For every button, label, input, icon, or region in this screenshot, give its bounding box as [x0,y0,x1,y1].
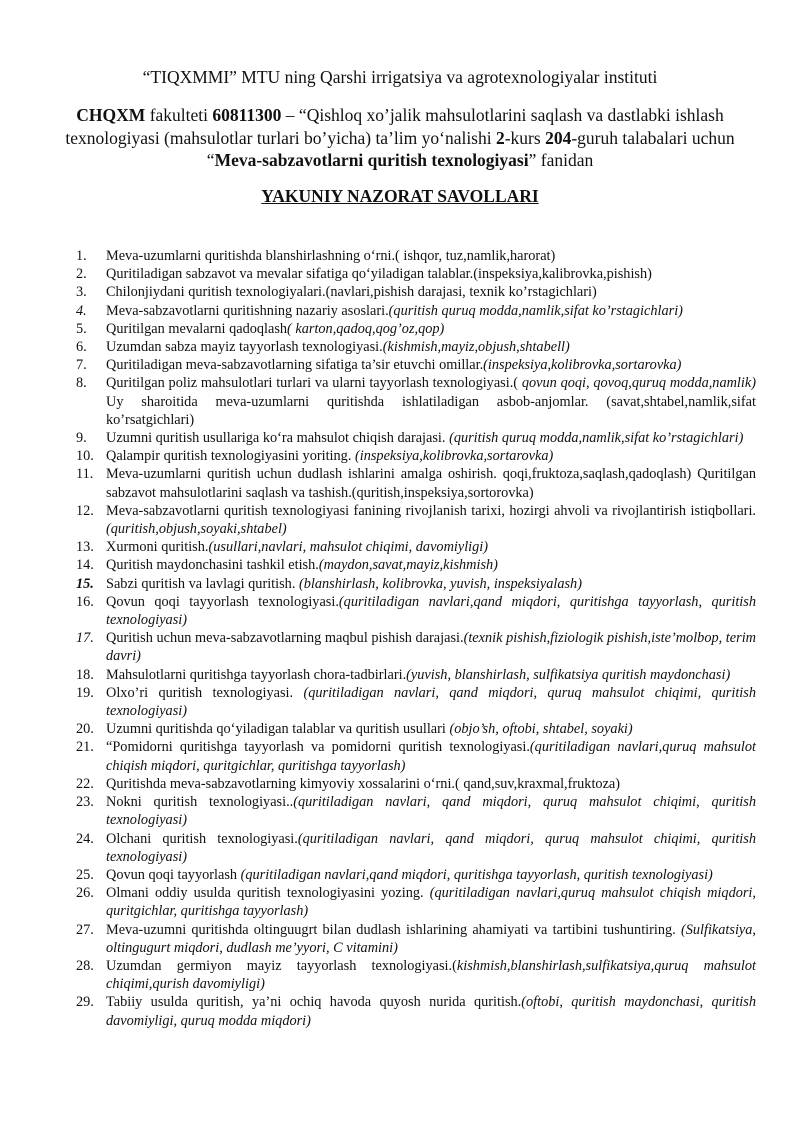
question-item [76,793,756,829]
question-number: 4. [76,302,87,319]
question-text: Nokni quritish texnologiyasi.. [106,794,294,811]
question-number: 2. [76,266,87,283]
question-number: 27. [76,921,94,938]
question-keywords: (quritish,objush,soyaki,shtabel) [106,521,287,538]
question-text: Xurmoni quritish. [106,539,209,556]
faculty-abbrev: CHQXM [76,105,146,125]
question-list [76,247,756,1030]
program-code: 60811300 [212,105,282,125]
heading-text-1: fakulteti [145,105,213,125]
question-text: Meva-sabzavotlarni quritish texnologiyasi fanining rivojlanish tarixi, hozirgi ahvoli va rivojlantirish istiqbollari. [106,502,756,519]
question-item [76,429,756,447]
question-item [76,593,756,629]
question-item [76,356,756,374]
question-number: 22. [76,775,94,792]
institute-heading: “TIQXMMI” MTU ning Qarshi irrigatsiya va agrotexnologiyalar instituti [142,67,658,87]
question-text: Chilonjiydani quritish texnologiyalari.(navlari,pishish darajasi, texnik ko’rstagichlari) [106,284,597,301]
course-heading [40,104,760,172]
question-text: Uy sharoitida meva-uzumlarni quritishda ishlatiladigan asbob-anjomlar. (savat,shtabel,namlik,sifat ko’rsatgichlari) [106,393,756,428]
question-keywords: (Sulfikatsiya, oltingugurt miqdori, dudlash me’yyori, C vitamini) [106,921,756,956]
question-number: 19. [76,684,94,701]
question-text: Quritiladigan meva-sabzavotlarning sifatiga ta’sir etuvchi omillar. [106,357,484,374]
question-number: 18. [76,666,94,683]
question-number: 13. [76,539,94,556]
heading-text-3: -kurs [504,127,546,148]
question-item [76,247,756,265]
question-keywords: (quritish quruq modda,namlik,sifat ko’rstagichlari) [388,302,683,319]
question-item [76,684,756,720]
question-keywords: (objo’sh, oftobi, shtabel, soyaki) [449,721,633,738]
question-text: Qovun qoqi tayyorlash [106,866,241,883]
question-text: Meva-uzumni quritishda oltinguugrt bilan dudlash ishlarining ahamiyati va tartibini tushuntiring. [106,921,681,938]
question-item [76,866,756,884]
question-text: Qalampir quritish texnologiyasini yoriting. [106,448,355,465]
question-number: 28. [76,957,94,974]
question-text: Meva-uzumlarni quritishda blanshirlashning o‘rni.( ishqor, tuz,namlik,harorat) [106,248,556,264]
question-keywords: (quritiladigan navlari,qand miqdori, quritishga tayyorlash, quritish texnologiyasi) [106,593,756,629]
question-item [76,265,756,283]
question-keywords: (quritiladigan navlari, qand miqdori, quruq mahsulot chiqimi, quritish texnologiyasi) [106,684,756,720]
question-text: Uzumdan sabza mayiz tayyorlash texnologiyasi. [106,339,383,356]
question-text: Qovun qoqi tayyorlash texnologiyasi. [106,593,339,610]
question-item [76,465,756,501]
subject-name: Meva-sabzavotlarni quritish texnologiyasi [214,150,529,170]
question-number: 24. [76,830,94,847]
question-number: 6. [76,339,87,356]
question-keywords: (inspeksiya,kolibrovka,sortarovka) [483,357,682,374]
question-text: Uzumni quritish usullariga ko‘ra mahsulot chiqish darajasi. [106,430,450,447]
question-keywords: ( karton,qadoq,qog’oz,qop) [287,320,445,337]
heading-text-2: – “Qishloq xo’jalik mahsulotlarini saqlash va dastlabki ishlash texnologiyasi (mahsulotlar turlari bo’yicha) ta’lim yo‘nalishi [65,105,724,148]
question-number: 14. [76,557,94,574]
question-item [76,302,756,320]
question-keywords: (quritiladigan navlari, qand miqdori, quruq mahsulot chiqimi, quritish texnologiyasi) [106,794,756,829]
question-keywords: (inspeksiya,kolibrovka,sortarovka) [354,448,554,465]
question-number: 15. [76,575,94,592]
question-text: Quritilgan poliz mahsulotlari turlari va ularni tayyorlash texnologiyasi.( [106,375,522,392]
question-text: Olchani quritish texnologiyasi. [106,830,298,847]
question-text: Tabiiy usulda quritish, ya’ni ochiq havoda quyosh nurida quritish. [106,994,522,1011]
question-item [76,538,756,556]
question-text: Quritiladigan sabzavot va mevalar sifatiga qo‘yiladigan talablar.(inspeksiya,kalibrovka,pishish) [106,266,652,283]
question-keywords: (quritiladigan navlari,qand miqdori, quritishga tayyorlash, quritish texnologiyasi) [240,866,713,883]
question-keywords: (quritiladigan navlari,quruq mahsulot chiqish miqdori, quritgichlar, quritishga tayyorlash) [106,739,756,774]
question-item [76,666,756,684]
question-keywords: (texnik pishish,fiziologik pishish,iste’molbop, terim davri) [106,630,756,665]
question-number: 9. [76,430,87,447]
question-number: 23. [76,794,94,811]
question-text: Olxo’ri quritish texnologiyasi. [106,684,304,701]
question-item [76,338,756,356]
group-number: 204 [545,127,572,148]
question-item [76,629,756,665]
question-number: 7. [76,357,87,374]
question-keywords: (maydon,savat,mayiz,kishmish) [318,557,498,574]
question-number: 26. [76,885,94,902]
question-keywords: (yuvish, blanshirlash, sulfikatsiya quritish maydonchasi) [406,666,731,683]
question-number: 3. [76,284,87,301]
question-keywords: (blanshirlash, kolibrovka, yuvish, inspeksiyalash) [298,575,582,592]
question-item [76,720,756,738]
question-text: Quritilgan mevalarni qadoqlash [106,320,288,337]
question-number: 10. [76,448,94,465]
question-text: Uzumdan germiyon mayiz tayyorlash texnologiyasi.( [106,957,457,974]
question-item [76,374,756,429]
question-item [76,775,756,793]
question-number: 17. [76,630,94,647]
question-text: Olmani oddiy usulda quritish texnologiyasini yozing. [106,885,430,902]
question-item [76,320,756,338]
question-text: Meva-uzumlarni quritish uchun dudlash ishlarini amalga oshirish. qoqi,fruktoza,saqlash,qadoqlash) Quritilgan sabzavot mahsulotlarini saqlash va tashish.(quritish,inspeksiya,sortorovka) [106,466,756,501]
question-number: 5. [76,320,87,337]
question-item [76,884,756,920]
question-keywords: (kishmish,mayiz,objush,shtabell) [382,339,570,356]
question-number: 12. [76,502,94,519]
question-text: Quritishda meva-sabzavotlarning kimyoviy xossalarini o‘rni.( qand,suv,kraxmal,fruktoza) [106,775,621,792]
question-text: Meva-sabzavotlarni quritishning nazariy asoslari. [106,302,389,319]
question-item [76,283,756,301]
question-number: 1. [76,248,87,264]
question-text: Uzumni quritishda qo‘yiladigan talablar va quritish usullari [106,721,450,738]
heading-text-5: ” fanidan [528,150,594,170]
question-keywords: (usullari,navlari, mahsulot chiqimi, davomiyligi) [208,539,489,556]
question-keywords: kishmish,blanshirlash,sulfikatsiya,quruq mahsulot chiqimi,qurish davomiyligi) [106,957,757,993]
question-keywords: (quritish quruq modda,namlik,sifat ko’rstagichlari) [449,430,744,447]
question-item [76,556,756,574]
question-text: Quritish uchun meva-sabzavotlarning maqbul pishish darajasi. [106,630,464,647]
question-number: 25. [76,866,94,883]
question-number: 8. [76,375,87,392]
question-keywords: (quritiladigan navlari,quruq mahsulot chiqish miqdori, quritgichlar, quritishga tayyorlash) [106,885,756,920]
question-number: 20. [76,721,94,738]
heading-text-4: -guruh talabalari uchun “ [206,127,735,170]
question-item [76,575,756,593]
question-text: Quritish maydonchasini tashkil etish. [106,557,319,574]
question-keywords: qovun qoqi, qovoq,quruq modda,namlik) [521,375,756,392]
question-item [76,502,756,538]
question-item [76,830,756,866]
course-year: 2 [495,127,505,148]
question-number: 11. [76,466,94,483]
question-number: 16. [76,593,94,610]
question-item [76,993,756,1029]
question-text: Sabzi quritish va lavlagi quritish. [106,575,299,592]
question-item [76,738,756,774]
question-text: Mahsulotlarni quritishga tayyorlash chora-tadbirlari. [106,666,407,683]
question-keywords: (quritiladigan navlari, qand miqdori, quruq mahsulot chiqimi, quritish texnologiyasi) [106,830,756,865]
question-item [76,957,756,993]
question-number: 21. [76,739,94,756]
question-number: 29. [76,994,94,1011]
question-keywords: (oftobi, quritish maydonchasi, quritish davomiyligi, quruq modda miqdori) [106,994,756,1029]
page-title: YAKUNIY NAZORAT SAVOLLARI [261,186,539,206]
question-text: “Pomidorni quritishga tayyorlash va pomidorni quritish texnologiyasi. [106,739,530,756]
question-item [76,447,756,465]
question-item [76,921,756,957]
